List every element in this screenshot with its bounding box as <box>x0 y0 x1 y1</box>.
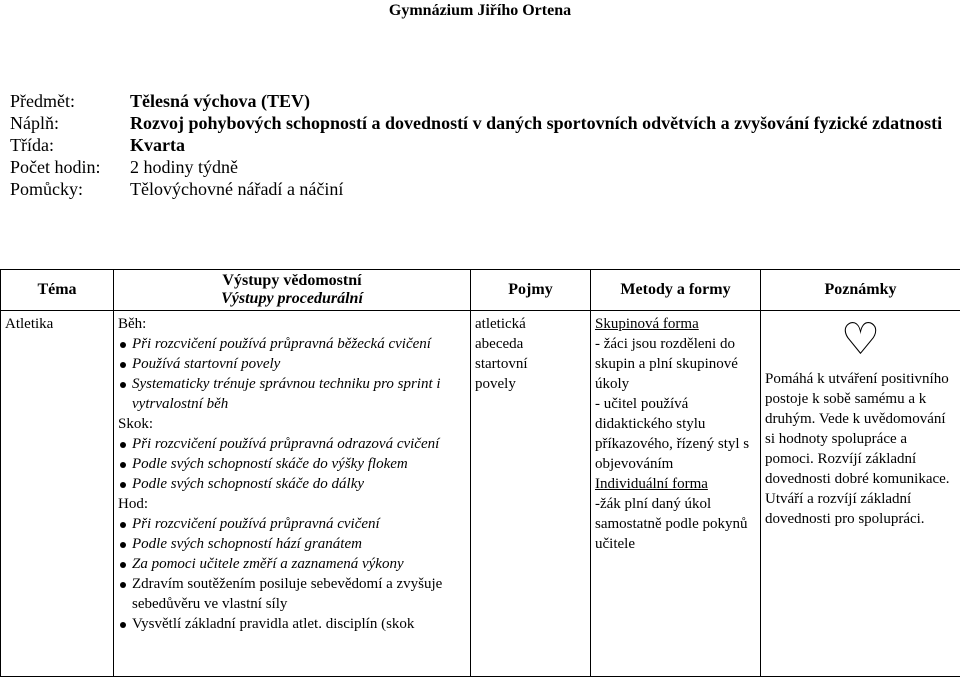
bullet-list-skok <box>118 434 466 494</box>
content-label: Náplň: <box>10 112 130 134</box>
info-row-subject <box>10 90 950 112</box>
tema-value: Atletika <box>5 314 109 334</box>
header-vystupy-proceduralni: Výstupy procedurální <box>118 290 466 308</box>
header-vystupy-vedomostni: Výstupy vědomostní <box>118 272 466 290</box>
table-header-row <box>1 270 960 311</box>
info-row-content <box>10 112 950 134</box>
info-row-hours <box>10 156 950 178</box>
bullet-item: Při rozcvičení používá průpravná odrazová cvičení <box>118 434 466 454</box>
poznamky-text: Pomáhá k utváření positivního postoje k sobě samému a k druhým. Vede k uvědomování si hodnoty spolupráce a pomoci. Rozvíjí základní dovednosti dobré komunikace. Utváří a rozvíjí základní dovednosti pro spolupráci. <box>765 369 956 529</box>
bullet-item: Podle svých schopností skáče do výšky flokem <box>118 454 466 474</box>
bullet-list-beh <box>118 334 466 414</box>
bullet-item: Systematicky trénuje správnou techniku pro sprint i vytrvalostní běh <box>118 374 466 414</box>
course-info <box>10 90 950 200</box>
metody-description: - žáci jsou rozděleni do skupin a plní skupinové úkoly <box>595 334 756 394</box>
header-tema: Téma <box>1 270 114 311</box>
vystupy-section-beh <box>118 314 466 414</box>
metody-description: - učitel používá didaktického stylu příkazového, řízený styl s objevováním <box>595 394 756 474</box>
metody-description: -žák plní daný úkol samostatně podle pokynů učitele <box>595 494 756 554</box>
section-title-beh: Běh: <box>118 314 466 334</box>
class-label: Třída: <box>10 134 130 156</box>
vystupy-section-hod <box>118 494 466 634</box>
tools-label: Pomůcky: <box>10 178 130 200</box>
subject-label: Předmět: <box>10 90 130 112</box>
bullet-item: Za pomoci učitele změří a zaznamená výkony <box>118 554 466 574</box>
metody-form-individual: Individuální forma <box>595 474 756 494</box>
bullet-list-hod <box>118 514 466 634</box>
bullet-item: Při rozcvičení používá průpravná cvičení <box>118 514 466 534</box>
subject-value: Tělesná výchova (TEV) <box>130 90 950 112</box>
section-title-hod: Hod: <box>118 494 466 514</box>
content-value: Rozvoj pohybových schopností a dovedností v daných sportovních odvětvích a zvyšování fyzické zdatnosti <box>130 112 950 134</box>
pojmy-term: abeceda <box>475 334 586 354</box>
bullet-item: Podle svých schopností skáče do dálky <box>118 474 466 494</box>
header-vystupy <box>114 270 471 311</box>
school-name: Gymnázium Jiřího Ortena <box>0 2 960 20</box>
tools-value: Tělovýchovné nářadí a náčiní <box>130 178 950 200</box>
header-metody: Metody a formy <box>591 270 761 311</box>
vystupy-section-skok <box>118 414 466 494</box>
table-row <box>1 311 960 677</box>
pojmy-term: startovní <box>475 354 586 374</box>
cell-vystupy <box>114 311 471 677</box>
header-pojmy: Pojmy <box>471 270 591 311</box>
hours-label: Počet hodin: <box>10 156 130 178</box>
bullet-item: Zdravím soutěžením posiluje sebevědomí a zvyšuje sebedůvěru ve vlastní síly <box>118 574 466 614</box>
metody-form-group: Skupinová forma <box>595 314 756 334</box>
cell-poznamky <box>761 311 960 677</box>
info-row-tools <box>10 178 950 200</box>
bullet-item: Používá startovní povely <box>118 354 466 374</box>
bullet-item: Podle svých schopností hází granátem <box>118 534 466 554</box>
class-value: Kvarta <box>130 134 950 156</box>
header-poznamky: Poznámky <box>761 270 960 311</box>
bullet-item: Při rozcvičení používá průpravná běžecká cvičení <box>118 334 466 354</box>
section-title-skok: Skok: <box>118 414 466 434</box>
curriculum-table <box>0 269 960 677</box>
bullet-item: Vysvětlí základní pravidla atlet. disciplín (skok <box>118 614 466 634</box>
pojmy-term: atletická <box>475 314 586 334</box>
info-row-class <box>10 134 950 156</box>
pojmy-term: povely <box>475 374 586 394</box>
cell-pojmy <box>471 311 591 677</box>
hours-value: 2 hodiny týdně <box>130 156 950 178</box>
heart-outline-icon: ♡ <box>765 315 956 365</box>
cell-metody <box>591 311 761 677</box>
cell-tema <box>1 311 114 677</box>
